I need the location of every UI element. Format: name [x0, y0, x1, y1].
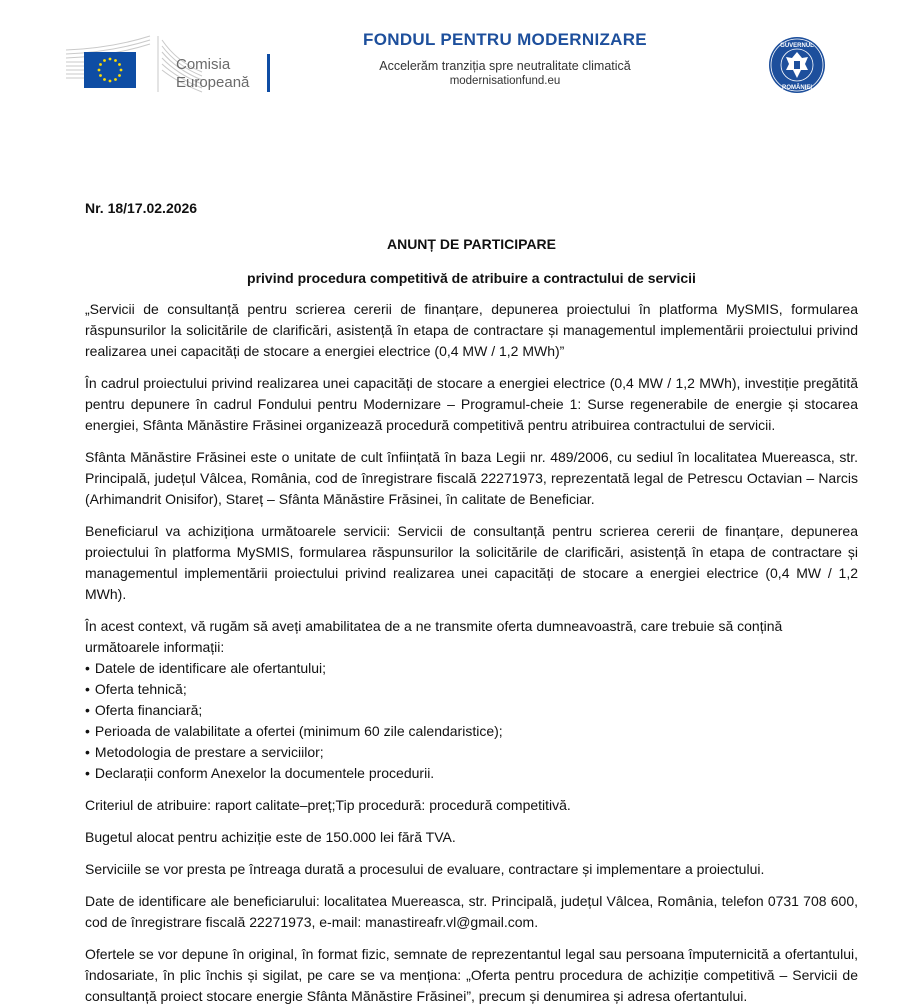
award-criteria: Criteriul de atribuire: raport calitate–preț;Tip procedură: procedură competitivă.: [85, 797, 571, 813]
ec-name-line1: Comisia: [176, 56, 231, 73]
fund-subtitle: Accelerăm tranziția spre neutralitate climatică: [379, 59, 631, 73]
ec-name-line2: Europeană: [176, 74, 250, 91]
services-quote: „Servicii de consultanță pentru scrierea cererii de finanțare, depunerea proiectului în platforma MySMIS, formularea răspunsurilor la solicitările de clarificări, asistență în etapa de contractare și managementul implementării proiectului privind realizarea unei capacități de stocare a energiei electrice (0,4 MW / 1,2 MWh)”: [85, 301, 858, 359]
list-item: • Perioada de valabilitate a ofertei (minimum 60 zile calendaristice);: [85, 721, 858, 742]
eu-flag-icon: [84, 52, 136, 88]
document-subtitle: privind procedura competitivă de atribuire a contractului de servicii: [247, 270, 696, 286]
letterhead: [0, 0, 899, 120]
paragraph-services: Beneficiarul va achiziționa următoarele servicii: Servicii de consultanță pentru scrierea cererii de finanțare, depunerea proiectului în platforma MySMIS, formularea răspunsurilor la solicitările de clarificări, asistență în etapa de contractare și managementul implementării proiectului privind realizarea unei capacități de stocare a energiei electrice (0,4 MW / 1,2 MWh).: [85, 523, 858, 602]
list-item: • Declarații conform Anexelor la documentele procedurii.: [85, 763, 858, 784]
european-commission-logo: [62, 32, 277, 96]
paragraph-beneficiary: Sfânta Mănăstire Frăsinei este o unitate de cult înființată în baza Legii nr. 489/2006, cu sediul în localitatea Muereasca, str. Principală, județul Vâlcea, România, cod de înregistrare fiscală 22271973, reprezentată legal de Petrescu Octavian – Narcis (Arhimandrit Onisifor), Stareț – Sfânta Mănăstire Frăsinei, în calitate de Beneficiar.: [85, 449, 858, 507]
submission-instructions: Ofertele se vor depune în original, în format fizic, semnate de reprezentantul legal sau persoana împuternicită a ofertantului, îndosariate, în plic închis și sigilat, pe care se va menționa: „Oferta pentru procedura de achiziție competitivă – Servicii de consultanță proiect stocare energie Sfânta Mănăstire Frăsinei”, precum și denumirea și adresa ofertantului.: [85, 946, 858, 1004]
fund-title: FONDUL PENTRU MODERNIZARE: [363, 30, 647, 49]
modernisation-fund-header: [330, 30, 680, 87]
list-item: • Oferta tehnică;: [85, 679, 858, 700]
ec-divider: [267, 54, 270, 92]
paragraph-context: În cadrul proiectului privind realizarea unei capacități de stocare a energiei electrice (0,4 MW / 1,2 MWh), investiție pregătită pentru depunere în cadrul Fondului pentru Modernizare – Programul-cheie 1: Surse regenerabile de energie și stocarea energiei, Sfânta Mănăstire Frăsinei organizează procedură competitivă pentru atribuirea contractului de servicii.: [85, 375, 858, 433]
service-duration: Serviciile se vor presta pe întreaga durată a procesului de evaluare, contractare și implementare a proiectului.: [85, 861, 765, 877]
document-number: Nr. 18/17.02.2026: [85, 200, 198, 216]
document-title: ANUNȚ DE PARTICIPARE: [386, 236, 557, 252]
list-item: • Datele de identificare ale ofertantului;: [85, 658, 858, 679]
announcement-document: [85, 198, 858, 1007]
list-item: • Metodologia de prestare a serviciilor;: [85, 742, 858, 763]
offer-intro: În acest context, vă rugăm să aveți amabilitatea de a ne transmite oferta dumneavoastră, care trebuie să conțină următoarele informații:: [85, 618, 783, 655]
svg-text:ROMÂNIEI: ROMÂNIEI: [782, 85, 812, 91]
romanian-government-seal-icon: [768, 36, 826, 94]
offer-requirements-list: [85, 658, 858, 784]
beneficiary-contact: Date de identificare ale beneficiarului: localitatea Muereasca, str. Principală, județul Vâlcea, România, telefon 0731 708 600, cod de înregistrare fiscală 22271973, e-mail: manastireafr.vl@gmail.com.: [85, 893, 858, 930]
fund-url: modernisationfund.eu: [449, 75, 561, 87]
ec-name: [176, 56, 249, 92]
budget: Bugetul alocat pentru achiziție este de 150.000 lei fără TVA.: [85, 829, 456, 845]
svg-text:GUVERNUL: GUVERNUL: [780, 43, 814, 49]
list-item: • Oferta financiară;: [85, 700, 858, 721]
